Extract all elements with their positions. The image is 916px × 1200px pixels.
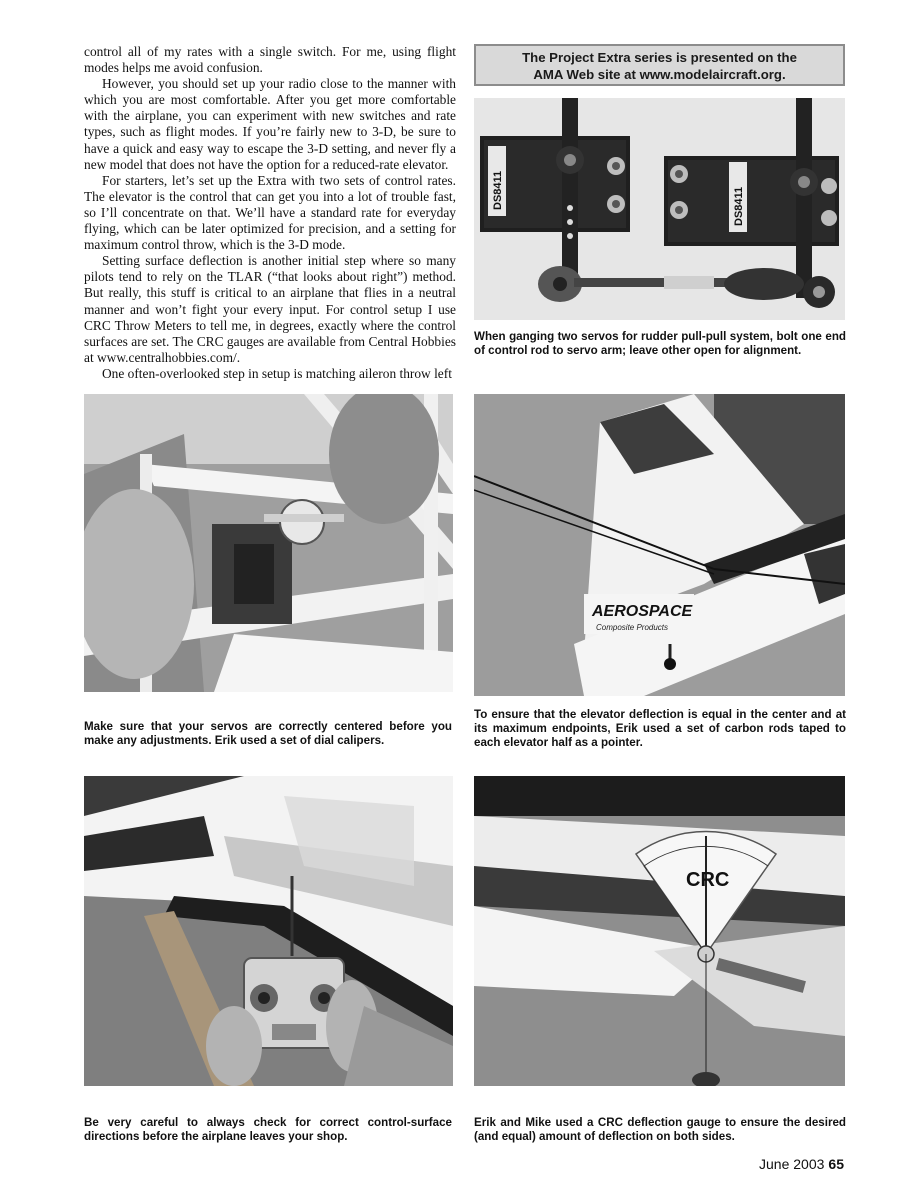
photo-calipers bbox=[84, 394, 453, 692]
paragraph: Setting surface deflection is another initial step where so many pilots tend to rely on the TLAR (“that looks about right”) method. But really, this stuff is critical to an airplane that flies in a neutral manner and won’t fight your every input. For control setup I use CRC Throw Meters to tell me, in degrees, exactly where the control surfaces are set. The CRC gauges are available from Central Hobbies at www.centralhobbies.com/. bbox=[84, 253, 456, 365]
issue-date: June 2003 bbox=[759, 1156, 825, 1172]
servo-label: DS8411 bbox=[733, 186, 745, 226]
gauge-logo: CRC bbox=[686, 869, 730, 891]
photo-transmitter bbox=[84, 776, 453, 1086]
photo-servos bbox=[474, 98, 845, 320]
paragraph: However, you should set up your radio close to the manner with which you are most comfortable. After you get more comfortable with the airplane, you can experiment with new switches and rate types, such as flight modes. If you’re fairly new to 3-D, be sure to have a quick and easy way to escape the 3-D setting, and never fly a new model that does not have the option for a reduced-rate elevator. bbox=[84, 76, 456, 172]
callout-line: The Project Extra series is presented on the bbox=[522, 50, 797, 65]
page-number: 65 bbox=[828, 1156, 844, 1172]
decal-text: AEROSPACE bbox=[592, 603, 693, 620]
web-callout-box bbox=[474, 44, 845, 86]
callout-line: AMA Web site at www.modelaircraft.org. bbox=[533, 67, 786, 82]
caption-servos: When ganging two servos for rudder pull-pull system, bolt one end of control rod to servo arm; leave other open for alignment. bbox=[474, 330, 846, 357]
decal-subtext: Composite Products bbox=[596, 623, 669, 632]
paragraph: For starters, let’s set up the Extra with two sets of control rates. The elevator is the control that can get you into a lot of trouble fast, so I’ll concentrate on that. We’ll have a standard rate for everyday flying, which can be later optimized for precision, and a setting for maximum control throw, which is the 3-D mode. bbox=[84, 172, 456, 253]
caption-elevator: To ensure that the elevator deflection is equal in the center and at its maximum endpoints, Erik used a set of carbon rods taped to each elevator half as a pointer. bbox=[474, 708, 846, 749]
page-footer bbox=[759, 1156, 844, 1172]
paragraph: One often-overlooked step in setup is matching aileron throw left bbox=[102, 365, 452, 381]
caption-transmitter: Be very careful to always check for correct control-surface directions before the airplane leaves your shop. bbox=[84, 1116, 452, 1143]
servo-label: DS8411 bbox=[492, 170, 504, 210]
paragraph: control all of my rates with a single switch. For me, using flight modes helps me avoid confusion. bbox=[84, 44, 456, 76]
photo-gauge bbox=[474, 776, 845, 1086]
caption-calipers: Make sure that your servos are correctly centered before you make any adjustments. Erik used a set of dial calipers. bbox=[84, 720, 452, 747]
article-body bbox=[84, 44, 456, 382]
caption-gauge: Erik and Mike used a CRC deflection gauge to ensure the desired (and equal) amount of deflection on both sides. bbox=[474, 1116, 846, 1143]
photo-elevator bbox=[474, 394, 845, 696]
